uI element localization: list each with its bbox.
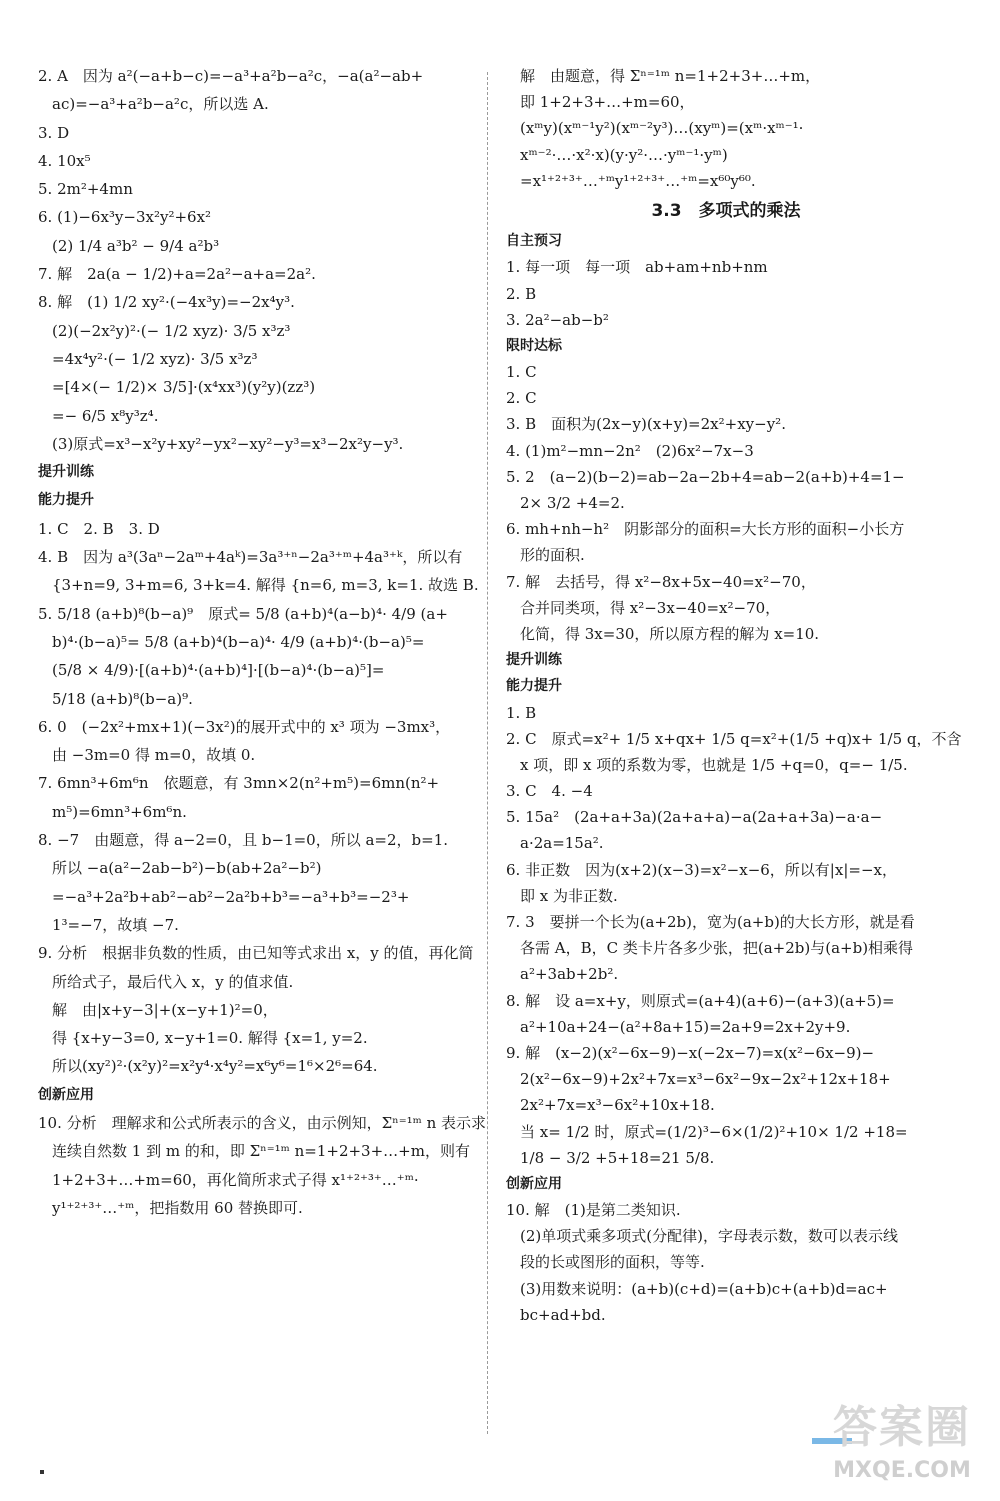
answer-line: 2. A 因为 a²(−a+b−c)=−a³+a²b−a²c，−a(a²−ab+ xyxy=(38,67,424,85)
answer-line: 8. 解 (1) 1/2 xy²·(−4x³y)=−2x⁴y³. xyxy=(38,293,295,312)
answer-line: 6. 0 (−2x²+mx+1)(−3x²)的展开式中的 x³ 项为 −3mx³， xyxy=(38,717,451,736)
section-heading: 提升训练 xyxy=(506,652,562,669)
answer-line: 2. B xyxy=(506,284,537,303)
answer-continuation-line: 各需 A，B，C 类卡片各多少张，把(a+2b)与(a+b)相乘得 xyxy=(520,939,914,958)
answer-continuation-line: =4x⁴y²·(− 1/2 xyz)· 3/5 x³z³ xyxy=(52,349,258,368)
section-heading: 创新应用 xyxy=(38,1086,94,1103)
answer-continuation-line: b)⁴·(b−a)⁵= 5/8 (a+b)⁴(b−a)⁴· 4/9 (a+b)⁴·(b−a)⁵= xyxy=(52,632,425,651)
answer-continuation-line: (2)(−2x²y)²·(− 1/2 xyz)· 3/5 x³z³ xyxy=(52,321,291,340)
answer-continuation-line: 形的面积. xyxy=(520,546,585,565)
answer-continuation-line: 化简，得 3x=30，所以原方程的解为 x=10. xyxy=(520,624,820,643)
answer-continuation-line: bc+ad+bd. xyxy=(520,1305,606,1324)
answer-line: 1. C xyxy=(506,363,537,382)
answer-continuation-line: 得 {x+y−3=0, x−y+1=0. 解得 {x=1, y=2. xyxy=(52,1029,368,1048)
section-heading: 提升训练 xyxy=(38,464,94,481)
answer-line: 10. 解 (1)是第二类知识. xyxy=(506,1201,681,1220)
section-heading: 能力提升 xyxy=(38,492,94,509)
answer-continuation-line: {3+n=9, 3+m=6, 3+k=4. 解得 {n=6, m=3, k=1. 故选 B. xyxy=(52,576,479,595)
answer-line: 8. 解 设 a=x+y，则原式=(a+4)(a+6)−(a+3)(a+5)= xyxy=(506,991,895,1010)
answer-line: 3. B 面积为(2x−y)(x+y)=2x²+xy−y². xyxy=(506,415,786,434)
answer-line: 5. 5/18 (a+b)⁸(b−a)⁹ 原式= 5/8 (a+b)⁴(a−b)⁴· 4/9 (a+ xyxy=(38,604,448,623)
answer-continuation-line: 1+2+3+…+m=60，再化简所求式子得 x¹⁺²⁺³⁺…⁺ᵐ· xyxy=(52,1170,419,1189)
answer-continuation-line: 连续自然数 1 到 m 的和，即 Σⁿ⁼¹ᵐ n=1+2+3+…+m，则有 xyxy=(52,1142,470,1161)
answer-continuation-line: (3)原式=x³−x²y+xy²−yx²−xy²−y³=x³−2x²y−y³. xyxy=(52,434,404,453)
answer-continuation-line: =[4×(− 1/2)× 3/5]·(x⁴xx³)(y²y)(zz³) xyxy=(52,378,316,397)
answer-line: 1. B xyxy=(506,703,537,722)
answer-continuation-line: 1/8 − 3/2 +5+18=21 5/8. xyxy=(520,1148,715,1167)
section-heading: 自主预习 xyxy=(506,233,562,250)
answer-continuation-line: 合并同类项，得 x²−3x−40=x²−70， xyxy=(520,598,781,617)
answer-continuation-line: 所以 −a(a²−2ab−b²)−b(ab+2a²−b²) xyxy=(52,859,322,878)
answer-continuation-line: m⁵)=6mn³+6m⁶n. xyxy=(52,802,187,821)
answer-line: 1. C 2. B 3. D xyxy=(38,519,160,538)
answer-line: 1. 每一项 每一项 ab+am+nb+nm xyxy=(506,258,768,277)
answer-line: 7. 3 要拼一个长为(a+2b)，宽为(a+b)的大长方形，就是看 xyxy=(506,913,915,931)
answer-line: 2. C 原式=x²+ 1/5 x+qx+ 1/5 q=x²+(1/5 +q)x+ 1/5 q，不含 xyxy=(506,729,962,748)
answer-line: 5. 2 (a−2)(b−2)=ab−2a−2b+4=ab−2(a+b)+4=1− xyxy=(506,467,905,486)
answer-line: 7. 解 2a(a − 1/2)+a=2a²−a+a=2a². xyxy=(38,265,316,284)
answer-continuation-line: 2× 3/2 +4=2. xyxy=(520,494,625,512)
answer-continuation-line: (3)用数来说明：(a+b)(c+d)=(a+b)c+(a+b)d=ac+ xyxy=(520,1279,888,1298)
answer-line: 6. mh+nh−h² 阴影部分的面积=大长方形的面积−小长方 xyxy=(506,520,905,539)
answer-line: 2. C xyxy=(506,389,537,408)
answer-continuation-line: 由 −3m=0 得 m=0，故填 0. xyxy=(52,746,256,765)
answer-line: 3. C 4. −4 xyxy=(506,782,593,801)
answer-continuation-line: a²+10a+24−(a²+8a+15)=2a+9=2x+2y+9. xyxy=(520,1017,851,1036)
answer-continuation-line: =x¹⁺²⁺³⁺…⁺ᵐy¹⁺²⁺³⁺…⁺ᵐ=x⁶⁰y⁶⁰. xyxy=(520,171,756,190)
watermark-url: MXQE.COM xyxy=(833,1458,971,1483)
answer-continuation-line: ac)=−a³+a²b−a²c，所以选 A. xyxy=(52,95,269,114)
answer-continuation-line: (2)单项式乘多项式(分配律)，字母表示数，数可以表示线 xyxy=(520,1227,898,1246)
section-heading: 创新应用 xyxy=(506,1175,562,1192)
answer-continuation-line: 解 由题意，得 Σⁿ⁼¹ᵐ n=1+2+3+…+m， xyxy=(520,67,821,85)
page-mark xyxy=(40,1470,44,1474)
answer-line: 6. 非正数 因为(x+2)(x−3)=x²−x−6，所以有|x|=−x， xyxy=(506,860,897,879)
section-heading: 能力提升 xyxy=(506,678,562,695)
answer-continuation-line: =−a³+2a²b+ab²−ab²−2a²b+b³=−a³+b³=−2³+ xyxy=(52,887,410,906)
right-column xyxy=(506,66,962,1331)
answer-continuation-line: y¹⁺²⁺³⁺…⁺ᵐ，把指数用 60 替换即可. xyxy=(52,1198,303,1217)
answer-line: 3. 2a²−ab−b² xyxy=(506,310,609,329)
answer-line: 7. 6mn³+6m⁶n 依题意，有 3mn×2(n²+m⁵)=6mn(n²+ xyxy=(38,774,440,793)
watermark-logo-text: 答案圈 xyxy=(833,1402,971,1453)
section-title: 3.3 多项式的乘法 xyxy=(651,200,801,221)
answer-line: 4. 10x⁵ xyxy=(38,151,91,170)
answer-continuation-line: 2x²+7x=x³−6x²+10x+18. xyxy=(520,1096,715,1115)
answer-continuation-line: 2(x²−6x−9)+2x²+7x=x³−6x²−9x−2x²+12x+18+ xyxy=(520,1070,891,1089)
answer-line: 7. 解 去括号，得 x²−8x+5x−40=x²−70， xyxy=(506,572,816,591)
answer-continuation-line: 所给式子，最后代入 x，y 的值求值. xyxy=(52,972,294,991)
answer-continuation-line: 即 1+2+3+…+m=60， xyxy=(520,93,695,112)
answer-continuation-line: a·2a=15a². xyxy=(520,834,604,853)
column-divider xyxy=(487,72,488,1434)
answer-continuation-line: (2) 1/4 a³b² − 9/4 a²b³ xyxy=(52,236,220,255)
answer-line: 4. B 因为 a³(3aⁿ−2aᵐ+4aᵏ)=3a³⁺ⁿ−2a³⁺ᵐ+4a³⁺ᵏ，所以有 xyxy=(38,548,463,567)
section-heading: 限时达标 xyxy=(506,337,562,354)
answer-line: 5. 2m²+4mn xyxy=(38,180,133,199)
answer-line: 6. (1)−6x³y−3x²y²+6x² xyxy=(38,208,212,227)
answer-continuation-line: 当 x= 1/2 时，原式=(1/2)³−6×(1/2)²+10× 1/2 +18= xyxy=(520,1122,908,1141)
left-column xyxy=(38,66,487,1226)
answer-continuation-line: 5/18 (a+b)⁸(b−a)⁹. xyxy=(52,689,193,708)
answer-line: 5. 15a² (2a+a+3a)(2a+a+a)−a(2a+a+3a)−a·a− xyxy=(506,808,883,827)
answer-line: 4. (1)m²−mn−2n² (2)6x²−7x−3 xyxy=(506,441,754,460)
answer-continuation-line: (5/8 × 4/9)·[(a+b)⁴·(a+b)⁴]·[(b−a)⁴·(b−a)⁵]= xyxy=(52,661,385,680)
answer-continuation-line: 1³=−7，故填 −7. xyxy=(52,915,179,934)
answer-continuation-line: a²+3ab+2b². xyxy=(520,965,619,984)
answer-continuation-line: 解 由|x+y−3|+(x−y+1)²=0， xyxy=(52,1000,278,1019)
answer-continuation-line: =− 6/5 x⁸y³z⁴. xyxy=(52,406,159,425)
answer-continuation-line: 所以(xy²)²·(x²y)²=x²y⁴·x⁴y²=x⁶y⁶=1⁶×2⁶=64. xyxy=(52,1057,378,1076)
answer-continuation-line: 段的长或图形的面积，等等. xyxy=(520,1253,705,1272)
answer-line: 3. D xyxy=(38,123,70,142)
answer-line: 9. 分析 根据非负数的性质，由已知等式求出 x，y 的值，再化简 xyxy=(38,944,474,963)
answer-continuation-line: (xᵐy)(xᵐ⁻¹y²)(xᵐ⁻²y³)…(xyᵐ)=(xᵐ·xᵐ⁻¹· xyxy=(520,119,804,138)
answer-line: 8. −7 由题意，得 a−2=0，且 b−1=0，所以 a=2，b=1. xyxy=(38,831,449,850)
answer-line: 9. 解 (x−2)(x²−6x−9)−x(−2x−7)=x(x²−6x−9)− xyxy=(506,1043,875,1062)
answer-continuation-line: 即 x 为非正数. xyxy=(520,886,618,905)
answer-continuation-line: x 项，即 x 项的系数为零，也就是 1/5 +q=0，q=− 1/5. xyxy=(520,755,908,774)
answer-continuation-line: xᵐ⁻²·…·x²·x)(y·y²·…·yᵐ⁻¹·yᵐ) xyxy=(520,145,728,164)
watermark xyxy=(812,1400,992,1488)
answer-line: 10. 分析 理解求和公式所表示的含义，由示例知，Σⁿ⁼¹ᵐ n 表示求 xyxy=(38,1113,487,1132)
